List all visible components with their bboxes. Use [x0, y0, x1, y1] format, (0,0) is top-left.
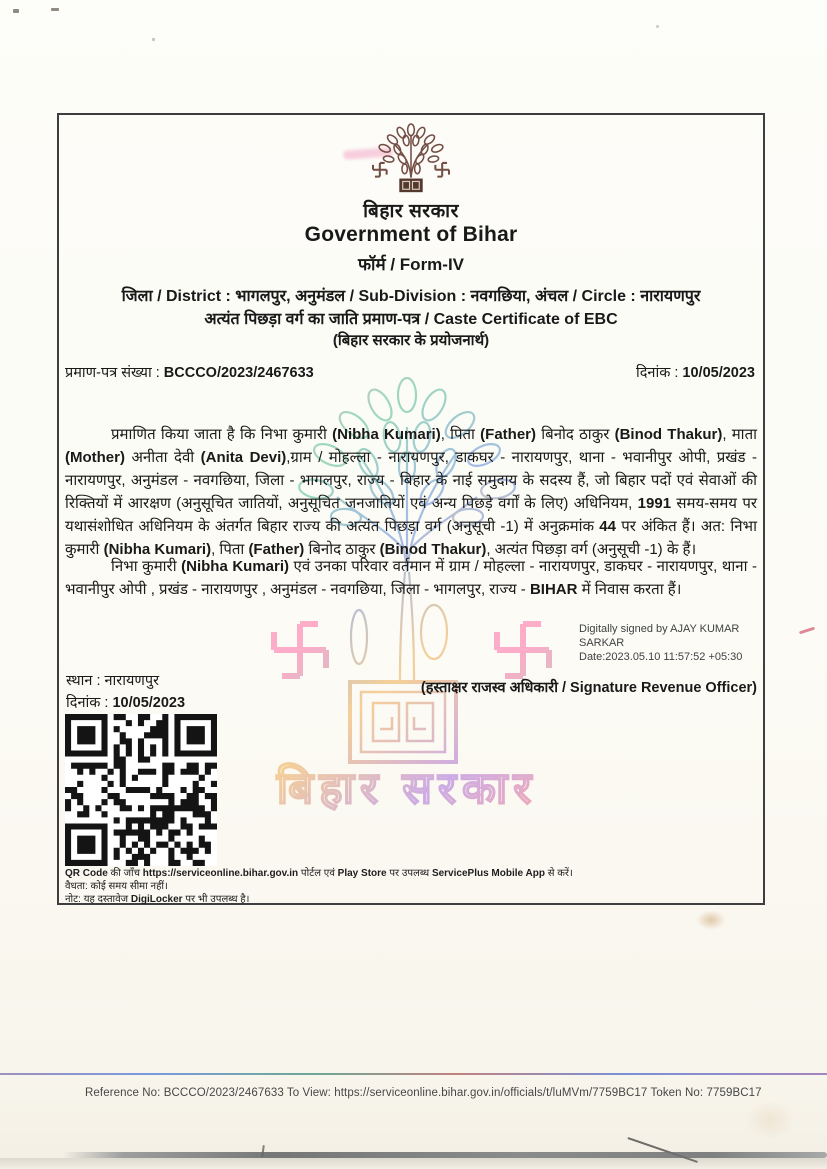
- scan-speck: [152, 38, 155, 41]
- revenue-officer-signature-line: (हस्ताक्षर राजस्व अधिकारी / Signature Revenue Officer): [420, 680, 757, 696]
- scan-speck: [51, 8, 59, 11]
- footer-separator-line: [0, 1073, 827, 1075]
- certificate-body-paragraph-2: निभा कुमारी (Nibha Kumari) एवं उनका परिवार वर्तमान में ग्राम / मोहल्ला - नारायणपुर, डाकघर - नारायणपुर, थाना - भवानीपुर ओपी , प्रखंड - नारायणपुर , अनुमंडल - नवगछिया, जिला - भागलपुर, राज्य - BIHAR में निवास करता हैं।: [65, 558, 757, 598]
- place-date-block: [66, 670, 185, 714]
- digital-signature-line1: Digitally signed by AJAY KUMAR SARKAR: [579, 623, 740, 649]
- place-line: स्थान : नारायणपुर: [66, 673, 160, 689]
- emblem-tree: [378, 124, 444, 178]
- paper-bottom-edge-soft-shadow: [0, 1158, 827, 1169]
- certificate-meta-row: [65, 362, 755, 382]
- date-line: दिनांक : 10/05/2023: [66, 695, 186, 711]
- certificate-number: प्रमाण-पत्र संख्या : BCCCO/2023/2467633: [65, 365, 314, 381]
- government-title-hindi: बिहार सरकार: [363, 201, 459, 222]
- qr-note-2: वैधता: कोई समय सीमा नहीं।: [65, 881, 168, 892]
- watermark-text: बिहार सरकार: [276, 764, 538, 813]
- scan-speck: [656, 25, 659, 28]
- qr-notes-block: [65, 867, 757, 906]
- government-title-english: Government of Bihar: [304, 223, 518, 246]
- certificate-body-paragraph-1: प्रमाणित किया जाता है कि निभा कुमारी (Nibha Kumari), पिता (Father) बिनोद ठाकुर (Binod Thakur), माता (Mother) अनीता देवी (Anita Devi),ग्राम / मोहल्ला - नारायणपुर, डाकघर - नारायणपुर, थाना - भवानीपुर ओपी, प्रखंड - नारायणपुर, अनुमंडल - नवगछिया, जिला - भागलपुर, राज्य - बिहार के नाई समुदाय के सदस्य हैं, जो बिहार पदों एवं सेवाओं की रिक्तियों में आरक्षण (अनुसूचित जातियों, अनुसूचित जनजातियों एवं अन्य पिछड़े वर्गों के लिए) अधिनियम, 1991 समय-समय पर यथासंशोधित अधिनियम के अंतर्गत बिहार राज्य की अत्यंत पिछड़ा वर्ग (अनुसूची -1) में अनुक्रमांक 44 पर अंकित हैं। अत: निभा कुमारी (Nibha Kumari), पिता (Father) बिनोद ठाकुर (Binod Thakur), अत्यंत पिछड़ा वर्ग (अनुसूची -1) के हैं।: [65, 426, 757, 558]
- emblem-swastika-right-icon: [435, 163, 449, 177]
- form-title: फॉर्म / Form-IV: [357, 255, 465, 274]
- certificate-date: दिनांक : 10/05/2023: [635, 365, 755, 381]
- digital-signature-block: [579, 622, 763, 664]
- paper-stain: [696, 910, 726, 930]
- watermark-swastika-right-icon: [497, 624, 549, 676]
- digital-signature-line2: Date:2023.05.10 11:57:52 +05:30: [579, 651, 743, 663]
- paper-stain: [745, 1100, 795, 1140]
- red-pen-mark: [799, 627, 815, 635]
- verification-qr-code: [65, 714, 217, 866]
- district-subdivision-circle-line: जिला / District : भागलपुर, अनुमंडल / Sub-Division : नवगछिया, अंचल / Circle : नारायणपुर: [121, 288, 701, 305]
- emblem-plinth: [399, 179, 422, 193]
- purpose-line: (बिहार सरकार के प्रयोजनार्थ): [332, 332, 490, 349]
- certificate-title: अत्यंत पिछड़ा वर्ग का जाति प्रमाण-पत्र / Caste Certificate of EBC: [204, 311, 618, 328]
- qr-note-3: नोट: यह दस्तावेज DigiLocker पर भी उपलब्ध है।: [65, 894, 250, 905]
- certificate-border-box: [57, 113, 765, 905]
- watermark-swastika-left-icon: [274, 624, 326, 676]
- emblem-swastika-left-icon: [373, 163, 387, 177]
- scan-speck: [13, 9, 19, 13]
- footer-reference-line: Reference No: BCCCO/2023/2467633 To View: https://serviceonline.bihar.gov.in/officials/t/luMVm/7759BC17 Token No: 7759BC17: [85, 1087, 762, 1099]
- qr-note-1: QR Code की जाँच https://serviceonline.bihar.gov.in पोर्टल एवं Play Store पर उपलब्ध ServicePlus Mobile App से करें।: [65, 868, 573, 879]
- bihar-government-emblem: [367, 123, 455, 199]
